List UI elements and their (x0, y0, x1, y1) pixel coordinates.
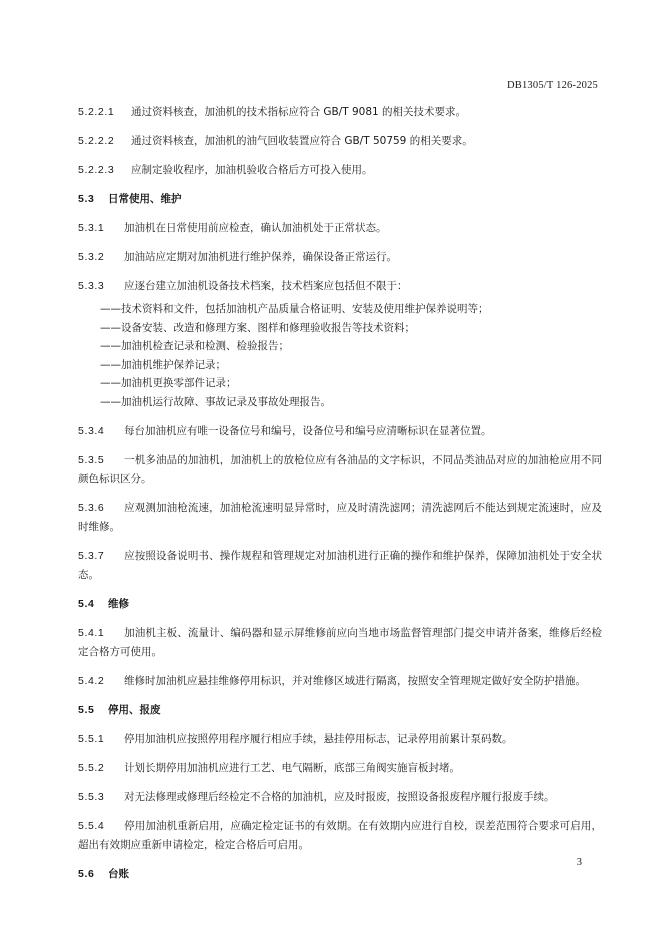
section-number: 5.5 (78, 703, 95, 716)
clause-number: 5.3.2 (78, 251, 105, 263)
clause-paragraph (78, 624, 602, 662)
section-title: 日常使用、维护 (108, 193, 182, 205)
clause-paragraph (78, 132, 602, 151)
clause-number: 5.4.2 (78, 674, 105, 687)
clause-number: 5.5.2 (78, 761, 105, 774)
clause-paragraph (78, 788, 602, 807)
clause-paragraph (78, 422, 602, 441)
clause-paragraph (78, 451, 602, 489)
clause-text: 加油机在日常使用前应检查，确认加油机处于正常状态。 (124, 222, 387, 234)
clause-number: 5.2.2.2 (78, 135, 115, 147)
clause-text: 加油机主板、流量计、编码器和显示屏维修前应向当地市场监督管理部门提交申请并备案，维修后经检定合格方可使用。 (78, 626, 602, 658)
clause-number: 5.3.5 (78, 453, 105, 466)
clause-paragraph (78, 103, 602, 122)
section-number: 5.3 (78, 193, 95, 205)
clause-number: 5.2.2.3 (78, 164, 115, 176)
clause-paragraph (78, 547, 602, 585)
clause-number: 5.5.1 (78, 732, 105, 745)
clause-paragraph (78, 730, 602, 749)
clause-number: 5.3.4 (78, 424, 105, 437)
clause-number: 5.3.7 (78, 549, 105, 562)
clause-paragraph (78, 277, 602, 296)
clause-number: 5.4.1 (78, 626, 105, 639)
clause-paragraph (78, 672, 602, 691)
section-heading (78, 595, 602, 614)
clause-text: 每台加油机应有唯一设备位号和编号，设备位号和编号应清晰标识在显著位置。 (124, 424, 492, 437)
clause-number: 5.3.1 (78, 222, 105, 234)
clause-text: 通过资料核查，加油机的技术指标应符合 GB/T 9081 的相关技术要求。 (131, 106, 467, 118)
clause-paragraph (78, 759, 602, 778)
clause-number: 5.5.4 (78, 819, 105, 832)
clause-text: 应按照设备说明书、操作规程和管理规定对加油机进行正确的操作和维护保养，保障加油机处于安全状态。 (78, 549, 602, 581)
list-item: ——加油机更换零部件记录； (100, 377, 237, 390)
clause-paragraph (78, 817, 602, 855)
clause-text: 加油站应定期对加油机进行维护保养，确保设备正常运行。 (124, 251, 397, 263)
clause-paragraph (78, 161, 602, 180)
list-item: ——设备安装、改造和修理方案、图样和修理验收报告等技术资料； (100, 321, 415, 334)
clause-text: 停用加油机应按照停用程序履行相应手续，悬挂停用标志，记录停用前累计泵码数。 (124, 732, 513, 745)
clause-text: 计划长期停用加油机应进行工艺、电气隔断，底部三角阀实施盲板封堵。 (124, 761, 460, 774)
page-header (507, 80, 598, 91)
list-item: ——加油机检查记录和检测、检验报告； (100, 340, 289, 353)
section-title: 台账 (108, 867, 129, 880)
document-code: DB1305/T 126-2025 (507, 80, 598, 91)
section-heading (78, 701, 602, 720)
clause-text: 一机多油品的加油机，加油机上的放枪位应有各油品的文字标识，不同品类油品对应的加油枪应用不同颜色标识区分。 (78, 453, 602, 485)
section-heading (78, 865, 602, 884)
section-number: 5.6 (78, 867, 95, 880)
clause-text: 应观测加油枪流速，加油枪流速明显异常时，应及时清洗滤网；清洗滤网后不能达到规定流速时，应及时维修。 (78, 501, 602, 533)
list-item: ——技术资料和文件，包括加油机产品质量合格证明、安装及使用维护保养说明等； (100, 303, 489, 315)
clause-text: 对无法修理或修理后经检定不合格的加油机，应及时报废，按照设备报废程序履行报废手续。 (124, 790, 555, 803)
section-title: 维修 (108, 597, 129, 610)
clause-number: 5.3.3 (78, 280, 105, 292)
clause-paragraph (78, 499, 602, 537)
clause-number: 5.2.2.1 (78, 106, 115, 118)
clause-text: 停用加油机重新启用，应确定检定证书的有效期。在有效期内应进行自校，误差范围符合要求可启用，超出有效期应重新申请检定，检定合格后可启用。 (78, 819, 602, 851)
section-title: 停用、报废 (108, 703, 161, 716)
document-body (78, 103, 602, 894)
list-item: ——加油机运行故障、事故记录及事故处理报告。 (100, 395, 331, 408)
section-number: 5.4 (78, 597, 95, 610)
clause-number: 5.3.6 (78, 501, 105, 514)
clause-text: 通过资料核查，加油机的油气回收装置应符合 GB/T 50759 的相关要求。 (131, 135, 473, 147)
page-number: 3 (576, 857, 582, 868)
clause-text: 应制定验收程序，加油机验收合格后方可投入使用。 (131, 164, 373, 176)
list-item: ——加油机维护保养记录； (100, 358, 226, 371)
clause-paragraph (78, 219, 602, 238)
clause-text: 维修时加油机应悬挂维修停用标识，并对维修区域进行隔离，按照安全管理规定做好安全防护措施。 (124, 674, 586, 687)
clause-text: 应逐台建立加油机设备技术档案，技术档案应包括但不限于： (124, 280, 408, 292)
clause-number: 5.5.3 (78, 790, 105, 803)
section-heading (78, 190, 602, 209)
requirement-list (78, 300, 602, 412)
clause-paragraph (78, 248, 602, 267)
